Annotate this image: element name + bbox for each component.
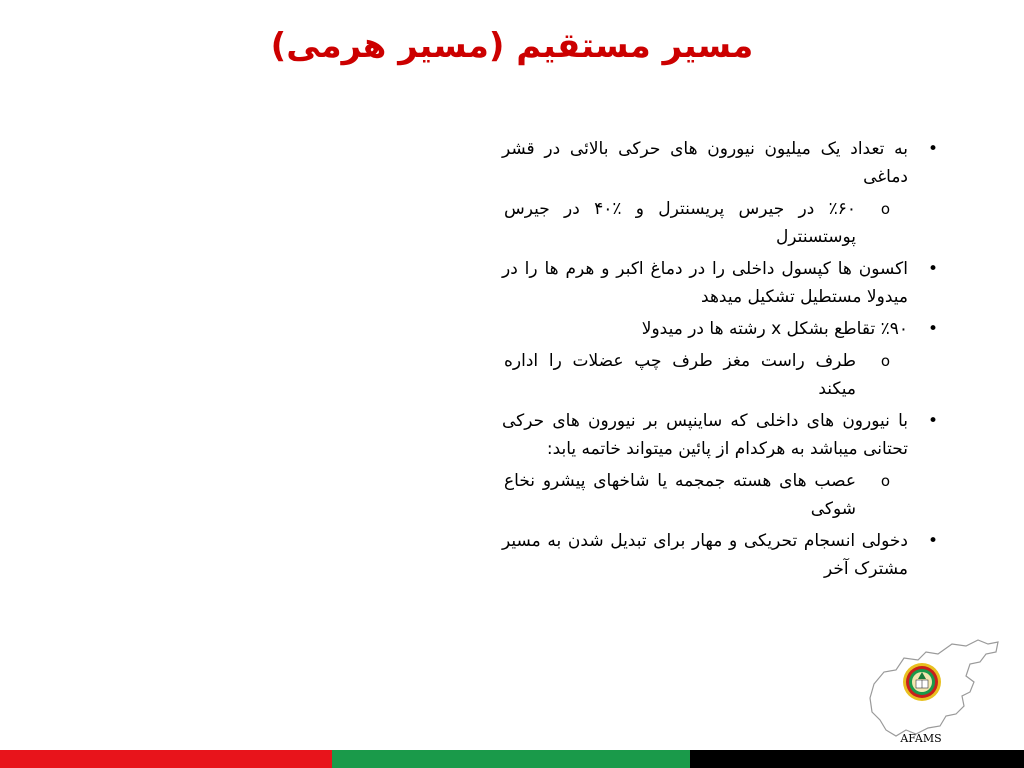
bullet-item bbox=[502, 407, 950, 463]
bullet-marker: • bbox=[927, 411, 938, 431]
logo-caption: AFAMS bbox=[900, 732, 942, 745]
bullet-item bbox=[502, 255, 950, 311]
bullet-marker: • bbox=[927, 259, 938, 279]
bullet-text: دخولی انسجام تحریکی و مهار برای تبدیل شدن به مسیر مشترک آخر bbox=[502, 531, 908, 579]
sub-bullet-item bbox=[504, 195, 904, 251]
flag-color-bar bbox=[0, 750, 1024, 768]
bullet-item bbox=[502, 527, 950, 583]
bar-segment-black bbox=[690, 750, 1024, 768]
sub-bullet-text: طرف راست مغز طرف چپ عضلات را اداره میکند bbox=[504, 351, 856, 399]
sub-bullet-marker: o bbox=[880, 352, 890, 370]
sub-bullet-item bbox=[504, 347, 904, 403]
bullet-text: با نیورون های داخلی که ساینپس بر نیورون های حرکی تحتانی میباشد به هرکدام از پائین میتواند خاتمه یابد: bbox=[502, 411, 908, 459]
sub-bullet-text: ٪۶۰ در جیرس پریسنترل و ٪۴۰ در جیرس پوستسنترل bbox=[504, 199, 856, 247]
bullet-marker: • bbox=[927, 531, 938, 551]
bullet-list bbox=[460, 135, 950, 587]
bullet-text: به تعداد یک میلیون نیورون های حرکی بالائی در قشر دماغی bbox=[502, 139, 908, 187]
bullet-text: ٪۹۰ تقاطع بشکل x رشته ها در میدولا bbox=[641, 319, 908, 339]
bullet-item bbox=[502, 315, 950, 343]
sub-bullet-text: عصب های هسته جمجمه یا شاخهای پیشرو نخاع شوکی bbox=[504, 471, 856, 519]
sub-bullet-marker: o bbox=[880, 200, 890, 218]
bullet-item bbox=[502, 135, 950, 191]
bullet-marker: • bbox=[927, 139, 938, 159]
sub-bullet-marker: o bbox=[880, 472, 890, 490]
bar-segment-red bbox=[0, 750, 332, 768]
bar-segment-green bbox=[332, 750, 690, 768]
sub-bullet-item bbox=[504, 467, 904, 523]
bullet-text: اکسون ها کپسول داخلی را در دماغ اکبر و هرم ها را در میدولا مستطیل تشکیل میدهد bbox=[502, 259, 908, 307]
bullet-marker: • bbox=[927, 319, 938, 339]
slide-title: مسیر مستقیم (مسیر هرمی) bbox=[270, 26, 754, 66]
